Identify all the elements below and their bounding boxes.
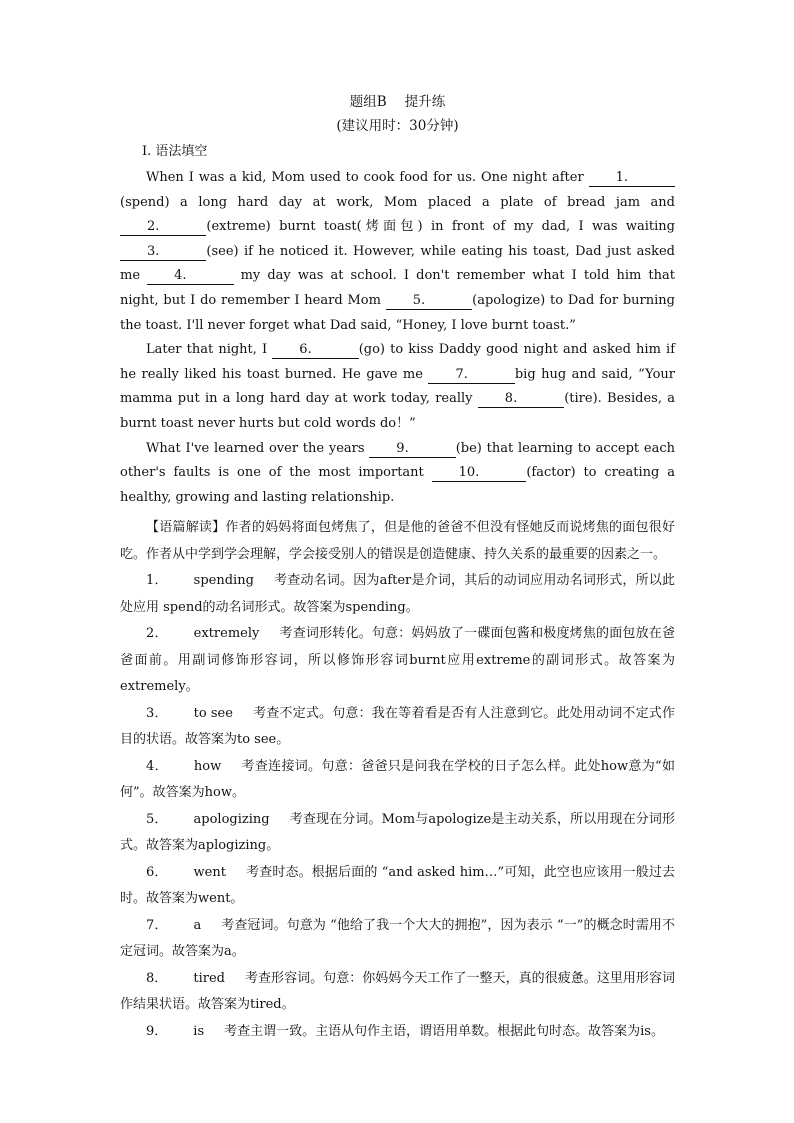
answer-item <box>120 807 675 860</box>
answer-number: 9． <box>146 1023 168 1039</box>
answer-item <box>120 913 675 966</box>
blank-10: 10. <box>432 465 527 482</box>
time-note: (建议用时：30分钟) <box>336 118 459 134</box>
blank-1: 1. <box>589 170 675 187</box>
answer-item <box>120 1019 675 1046</box>
blank-7: 7. <box>428 367 514 384</box>
answer-number: 6． <box>146 864 168 880</box>
answer-key: a <box>193 917 202 933</box>
answer-item <box>120 621 675 701</box>
answer-number: 4． <box>146 758 168 774</box>
answer-item <box>120 701 675 754</box>
passage-paragraph-2: Later that night, I 6. (go) to kiss Daddy good night and asked him if he really liked his toast burned. He gave me 7. big hug and said, “Your mamma put in a long hard day at work today, really 8. (tire). Besides, a burnt toast never hurts but cold words do！” <box>120 342 675 431</box>
passage-paragraph-1: When I was a kid, Mom used to cook food for us. One night after 1.(spend) a long hard day at work, Mom placed a plate of bread jam and 2. (extreme) burnt toast(烤面包) in front of my dad, I was waiting 3. (see) if he noticed it. However, while eating his toast, Dad just asked me 4. my day was at school. I don't remember what I told him that night, but I do remember I heard Mom 5. (apologize) to Dad for burning the toast. I'll never forget what Dad said, “Honey, I love burnt toast.” <box>120 170 675 333</box>
level-label: 提升练 <box>404 94 446 110</box>
answer-key: went <box>193 864 226 880</box>
answer-explanation: 考查连接词。句意：爸爸只是问我在学校的日子怎么样。此处how意为“如何”。故答案为how。 <box>120 758 675 801</box>
answer-key: extremely <box>193 626 260 642</box>
group-label: 题组B <box>349 94 387 110</box>
answer-list <box>120 568 675 1045</box>
blank-5: 5. <box>386 293 472 310</box>
page-title <box>120 92 675 112</box>
answer-key: to see <box>193 705 233 721</box>
blank-8: 8. <box>478 391 564 408</box>
answer-number: 1． <box>146 573 168 589</box>
blank-2: 2. <box>120 219 206 236</box>
answer-item <box>120 754 675 807</box>
section-heading: Ⅰ. 语法填空 <box>142 144 208 159</box>
document-page <box>120 92 675 1045</box>
answer-key: spending <box>193 573 254 589</box>
answer-key: is <box>193 1023 205 1039</box>
answer-key: apologizing <box>193 811 270 827</box>
answer-number: 7． <box>146 917 168 933</box>
answer-item <box>120 860 675 913</box>
blank-9: 9. <box>369 441 455 458</box>
answer-number: 5． <box>146 811 168 827</box>
answer-explanation: 考查动名词。因为after是介词，其后的动词应用动名词形式，所以此处应用 spend的动名词形式。故答案为spending。 <box>120 573 675 615</box>
answer-explanation: 考查现在分词。Mom与apologize是主动关系，所以用现在分词形式。故答案为aplogizing。 <box>120 811 675 854</box>
answer-number: 2． <box>146 626 168 642</box>
passage-paragraph-3: What I've learned over the years 9. (be) that learning to accept each other's faults is one of the most important 10. (factor) to creating a healthy, growing and lasting relationship. <box>120 440 676 505</box>
answer-item <box>120 966 675 1019</box>
blank-3: 3. <box>120 244 206 261</box>
answer-explanation: 考查冠词。句意为 “他给了我一个大大的拥抱”，因为表示 “一”的概念时需用不定冠词。故答案为a。 <box>120 917 675 960</box>
passage-analysis <box>120 514 675 568</box>
analysis-label: 【语篇解读】 <box>146 520 226 536</box>
blank-6: 6. <box>272 342 358 359</box>
answer-number: 8． <box>146 970 168 986</box>
answer-explanation: 考查时态。根据后面的 “and asked him…”可知，此空也应该用一般过去时。故答案为went。 <box>120 864 675 907</box>
analysis-text: 作者的妈妈将面包烤焦了，但是他的爸爸不但没有怪她反而说烤焦的面包很好吃。作者从中学到学会理解，学会接受别人的错误是创造健康、持久关系的最重要的因素之一。 <box>120 520 675 563</box>
answer-number: 3． <box>146 705 168 721</box>
answer-explanation: 考查主谓一致。主语从句作主语，谓语用单数。根据此句时态。故答案为is。 <box>224 1023 664 1039</box>
answer-explanation: 考查不定式。句意：我在等着看是否有人注意到它。此处用动词不定式作目的状语。故答案为to see。 <box>120 705 675 748</box>
answer-explanation: 考查词形转化。句意：妈妈放了一碟面包酱和极度烤焦的面包放在爸爸面前。用副词修饰形容词，所以修饰形容词burnt应用extreme的副词形式。故答案为extremely。 <box>120 626 675 695</box>
answer-item <box>120 568 675 621</box>
answer-key: how <box>193 758 222 774</box>
blank-4: 4. <box>147 268 233 285</box>
answer-explanation: 考查形容词。句意：你妈妈今天工作了一整天，真的很疲惫。这里用形容词作结果状语。故答案为tired。 <box>120 970 675 1013</box>
answer-key: tired <box>193 970 225 986</box>
